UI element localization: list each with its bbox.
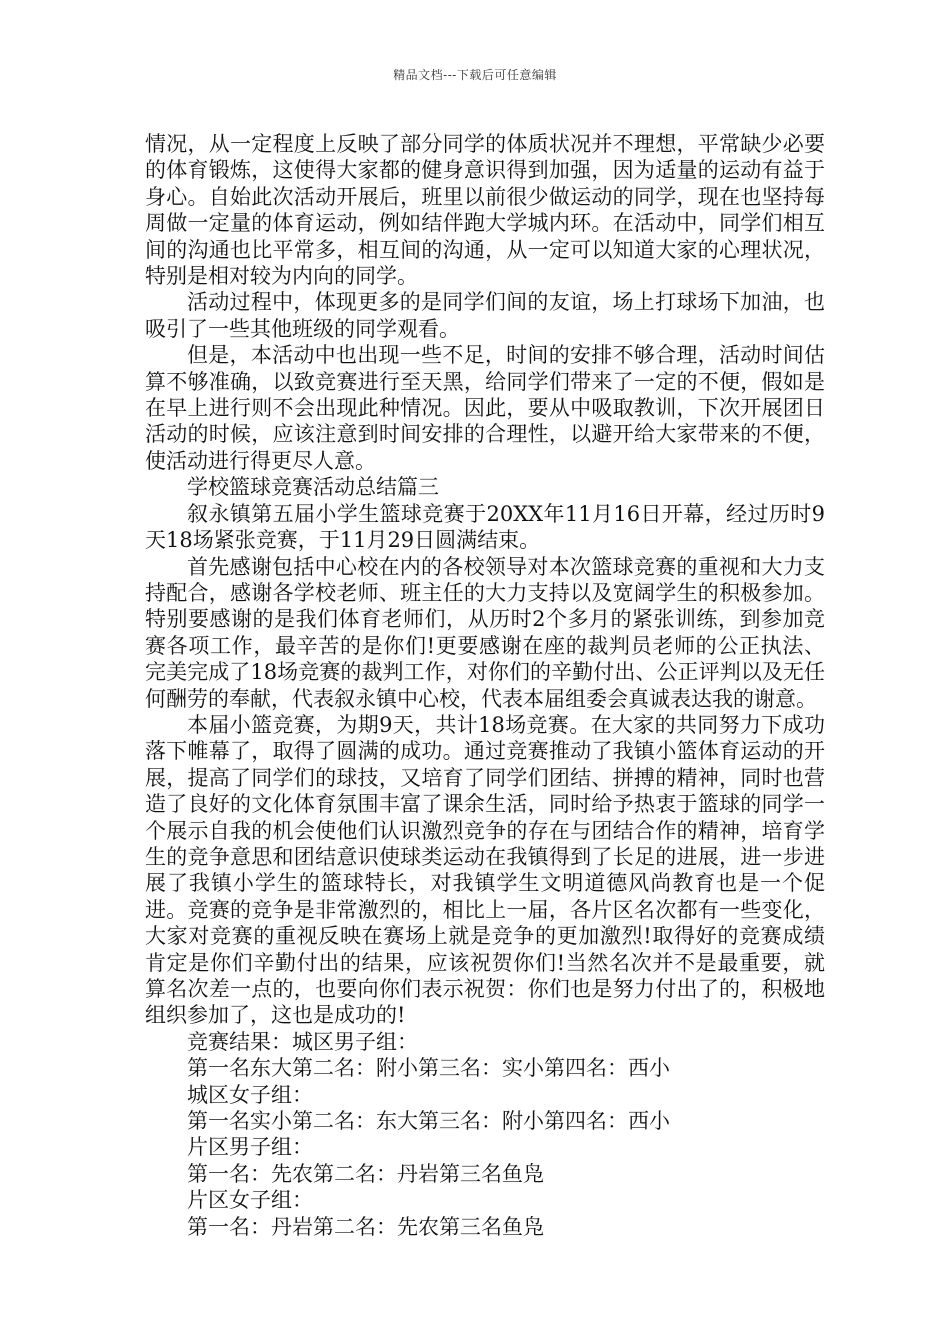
result-heading: 竞赛结果：城区男子组： [187, 1029, 418, 1054]
document-body [145, 131, 825, 1240]
paragraph: 本届小篮竞赛，为期9天，共计18场竞赛。在大家的共同努力下成功落下帷幕了，取得了圆满的成功。通过竞赛推动了我镇小篮体育运动的开展，提高了同学们的球技，又培育了同学们团结、拼搏的精神，同时也营造了良好的文化体育氛围丰富了课余生活，同时给予热衷于篮球的同学一个展示自我的机会使他们认识激烈竞争的存在与团结合作的精神，培育学生的竞争意思和团结意识使球类运动在我镇得到了长足的进展，进一步进展了我镇小学生的篮球特长，对我镇学生文明道德风尚教育也是一个促进。竞赛的竞争是非常激烈的，相比上一届，各片区名次都有一些变化，大家对竞赛的重视反映在赛场上就是竞争的更加激烈!取得好的竞赛成绩肯定是你们辛勤付出的结果，应该祝贺你们!当然名次并不是最重要，就算名次差一点的，也要向你们表示祝贺：你们也是努力付出了的，积极地组织参加了，这也是成功的! [145, 712, 825, 1028]
paragraph: 活动过程中，体现更多的是同学们间的友谊，场上打球场下加油，也吸引了一些其他班级的同学观看。 [145, 290, 825, 341]
paragraph: 情况，从一定程度上反映了部分同学的体质状况并不理想，平常缺少必要的体育锻炼，这使得大家都的健身意识得到加强，因为适量的运动有益于身心。自始此次活动开展后，班里以前很少做运动的同学，现在也坚持每周做一定量的体育运动，例如结伴跑大学城内环。在活动中，同学们相互间的沟通也比平常多，相互间的沟通，从一定可以知道大家的心理状况，特别是相对较为内向的同学。 [145, 132, 825, 289]
result-heading: 城区女子组： [187, 1082, 313, 1107]
result-line: 第一名东大第二名：附小第三名：实小第四名：西小 [187, 1056, 670, 1081]
result-heading: 片区男子组： [187, 1135, 313, 1160]
result-line: 第一名：丹岩第二名：先农第三名鱼凫 [187, 1214, 544, 1239]
result-line: 第一名：先农第二名：丹岩第三名鱼凫 [187, 1161, 544, 1186]
page-header: 精品文档---下载后可任意编辑 [393, 68, 557, 82]
result-heading: 片区女子组： [187, 1188, 313, 1213]
result-line: 第一名实小第二名：东大第三名：附小第四名：西小 [187, 1109, 670, 1134]
paragraph: 叙永镇第五届小学生篮球竞赛于20XX年11月16日开幕，经过历时9天18场紧张竞赛，于11月29日圆满结束。 [145, 501, 825, 553]
paragraph: 但是，本活动中也出现一些不足，时间的安排不够合理，活动时间估算不够准确，以致竞赛进行至天黑，给同学们带来了一定的不便，假如是在早上进行则不会出现此种情况。因此，要从中吸取教训，下次开展团日活动的时候，应该注意到时间安排的合理性，以避开给大家带来的不便，使活动进行得更尽人意。 [145, 343, 825, 473]
paragraph: 首先感谢包括中心校在内的各校领导对本次篮球竞赛的重视和大力支持配合，感谢各学校老师、班主任的大力支持以及宽阔学生的积极参加。特别要感谢的是我们体育老师们，从历时2个多月的紧张训练，到参加竞赛各项工作，最辛苦的是你们!更要感谢在座的裁判员老师的公正执法、完美完成了18场竞赛的裁判工作，对你们的辛勤付出、公正评判以及无任何酬劳的奉献，代表叙永镇中心校，代表本届组委会真诚表达我的谢意。 [145, 554, 825, 711]
section-heading: 学校篮球竞赛活动总结篇三 [187, 475, 439, 500]
